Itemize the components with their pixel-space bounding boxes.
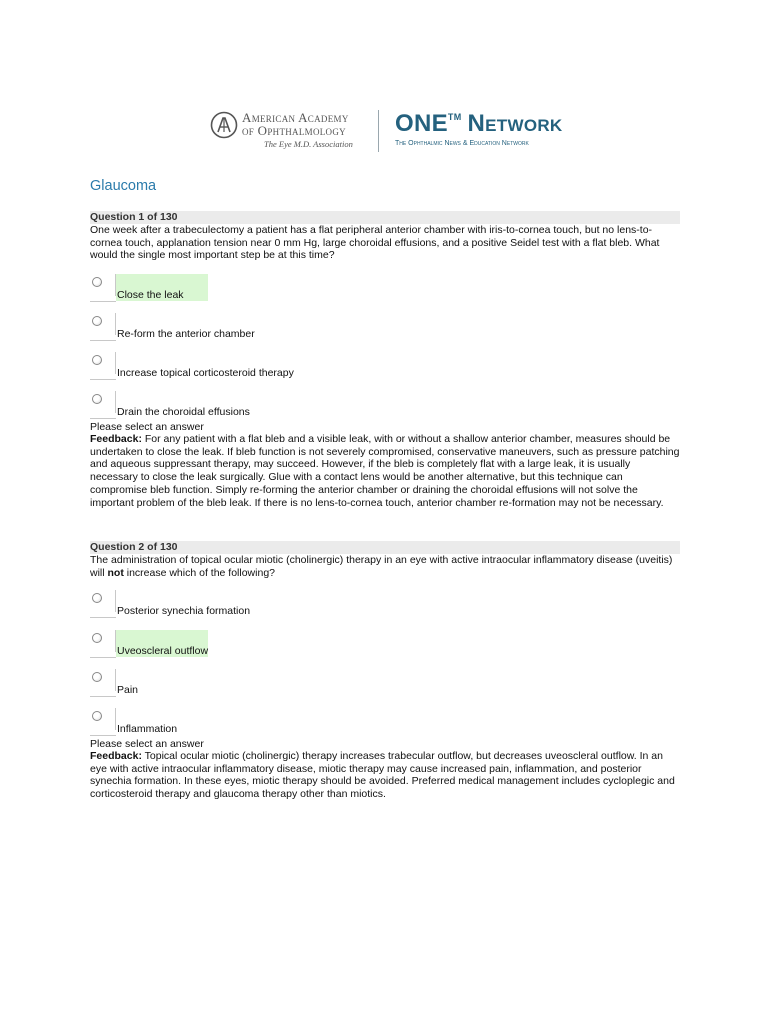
- question-text-part: increase which of the following?: [123, 566, 275, 579]
- answer-option[interactable]: [90, 274, 390, 302]
- answer-option-label: Posterior synechia formation: [117, 605, 251, 617]
- feedback-label: Feedback:: [90, 433, 142, 445]
- aao-name-line2: of Ophthalmology: [242, 123, 346, 138]
- answer-option-label: Inflammation: [117, 723, 178, 735]
- one-network-word: Network: [467, 110, 563, 137]
- page-title: Glaucoma: [90, 178, 157, 194]
- select-answer-prompt: Please select an answer: [90, 738, 204, 750]
- answer-option[interactable]: [90, 352, 390, 380]
- answer-option[interactable]: [90, 590, 390, 618]
- question-text-emphasis: not: [107, 566, 124, 579]
- answer-option-label: Drain the choroidal effusions: [117, 406, 250, 418]
- answer-option-label: Re-form the anterior chamber: [117, 328, 255, 340]
- option-underline: [90, 418, 116, 419]
- feedback-block: [90, 433, 680, 509]
- question-text: One week after a trabeculectomy a patient has a flat peripheral anterior chamber with iris-to-cornea touch, but no lens-to-cornea touch, applanation tension near 0 mm Hg, large choroidal effusions, and a positive Seidel test with a flat bleb. What would the single most important step be at this time?: [90, 224, 660, 261]
- aao-logo-icon: [210, 111, 238, 139]
- logo-divider: [378, 110, 379, 152]
- feedback-text: For any patient with a flat bleb and a visible leak, with or without a shallow anterior chamber, measures should be undertaken to close the leak. If bleb function is not severely compromised, conservative maneuvers, such as pressure patching and aqueous suppressant therapy, may succeed. However, if the bleb is completely flat with a large leak, it is usually necessary to close the leak surgically. Glue with a contact lens would be another alternative, but this technique can compromise bleb function. Simply re-forming the anterior chamber or draining the choroidal effusions will not solve the important problem of the bleb leak. If there is no lens-to-cornea touch, anterior chamber re-formation may not be necessary.: [90, 433, 680, 509]
- answer-option[interactable]: [90, 391, 390, 419]
- radio-button[interactable]: [92, 633, 102, 643]
- radio-button[interactable]: [92, 672, 102, 682]
- question-header: Question 1 of 130: [90, 211, 680, 224]
- option-underline: [90, 301, 116, 302]
- feedback-text: Topical ocular miotic (cholinergic) therapy increases trabecular outflow, but decreases uveoscleral outflow. In an eye with active intraocular inflammatory disease, miotic therapy may cause increased pain, inflammation, and posterior synechia formation. In these eyes, miotic therapy should be avoided. Preferred medical management includes cycloplegic and corticosteroid therapy and glaucoma therapy other than miotics.: [90, 750, 675, 801]
- option-underline: [90, 617, 116, 618]
- radio-button[interactable]: [92, 277, 102, 287]
- answer-option-label: Pain: [117, 684, 139, 696]
- feedback-label: Feedback:: [90, 750, 142, 762]
- header-logos: [210, 108, 570, 156]
- answer-option-label: Increase topical corticosteroid therapy: [117, 367, 294, 379]
- answer-option[interactable]: [90, 630, 390, 658]
- answer-option[interactable]: [90, 669, 390, 697]
- option-underline: [90, 735, 116, 736]
- question-text-part: The administration of topical ocular miotic (cholinergic) therapy in an eye with active intraocular inflammatory disease (uveitis) will: [90, 554, 673, 579]
- one-network-logo: [395, 110, 563, 138]
- aao-tagline: The Eye M.D. Association: [264, 139, 353, 149]
- select-answer-prompt: Please select an answer: [90, 421, 204, 433]
- option-underline: [90, 340, 116, 341]
- question-header: Question 2 of 130: [90, 541, 680, 554]
- radio-button[interactable]: [92, 711, 102, 721]
- question-text: [90, 554, 680, 579]
- radio-button[interactable]: [92, 394, 102, 404]
- trademark-mark: TM: [447, 112, 462, 122]
- answer-option-label: Close the leak: [117, 289, 184, 301]
- feedback-block: [90, 750, 680, 801]
- one-network-subtitle: The Ophthalmic News & Education Network: [395, 140, 529, 147]
- option-underline: [90, 696, 116, 697]
- option-underline: [90, 379, 116, 380]
- one-name: ONE: [395, 110, 448, 137]
- aao-name-line1: American Academy: [242, 110, 349, 125]
- radio-button[interactable]: [92, 355, 102, 365]
- answer-option-label: Uveoscleral outflow: [117, 645, 209, 657]
- answer-option[interactable]: [90, 313, 390, 341]
- aao-wordmark: [242, 111, 353, 149]
- radio-button[interactable]: [92, 316, 102, 326]
- radio-button[interactable]: [92, 593, 102, 603]
- answer-option[interactable]: [90, 708, 390, 736]
- option-underline: [90, 657, 116, 658]
